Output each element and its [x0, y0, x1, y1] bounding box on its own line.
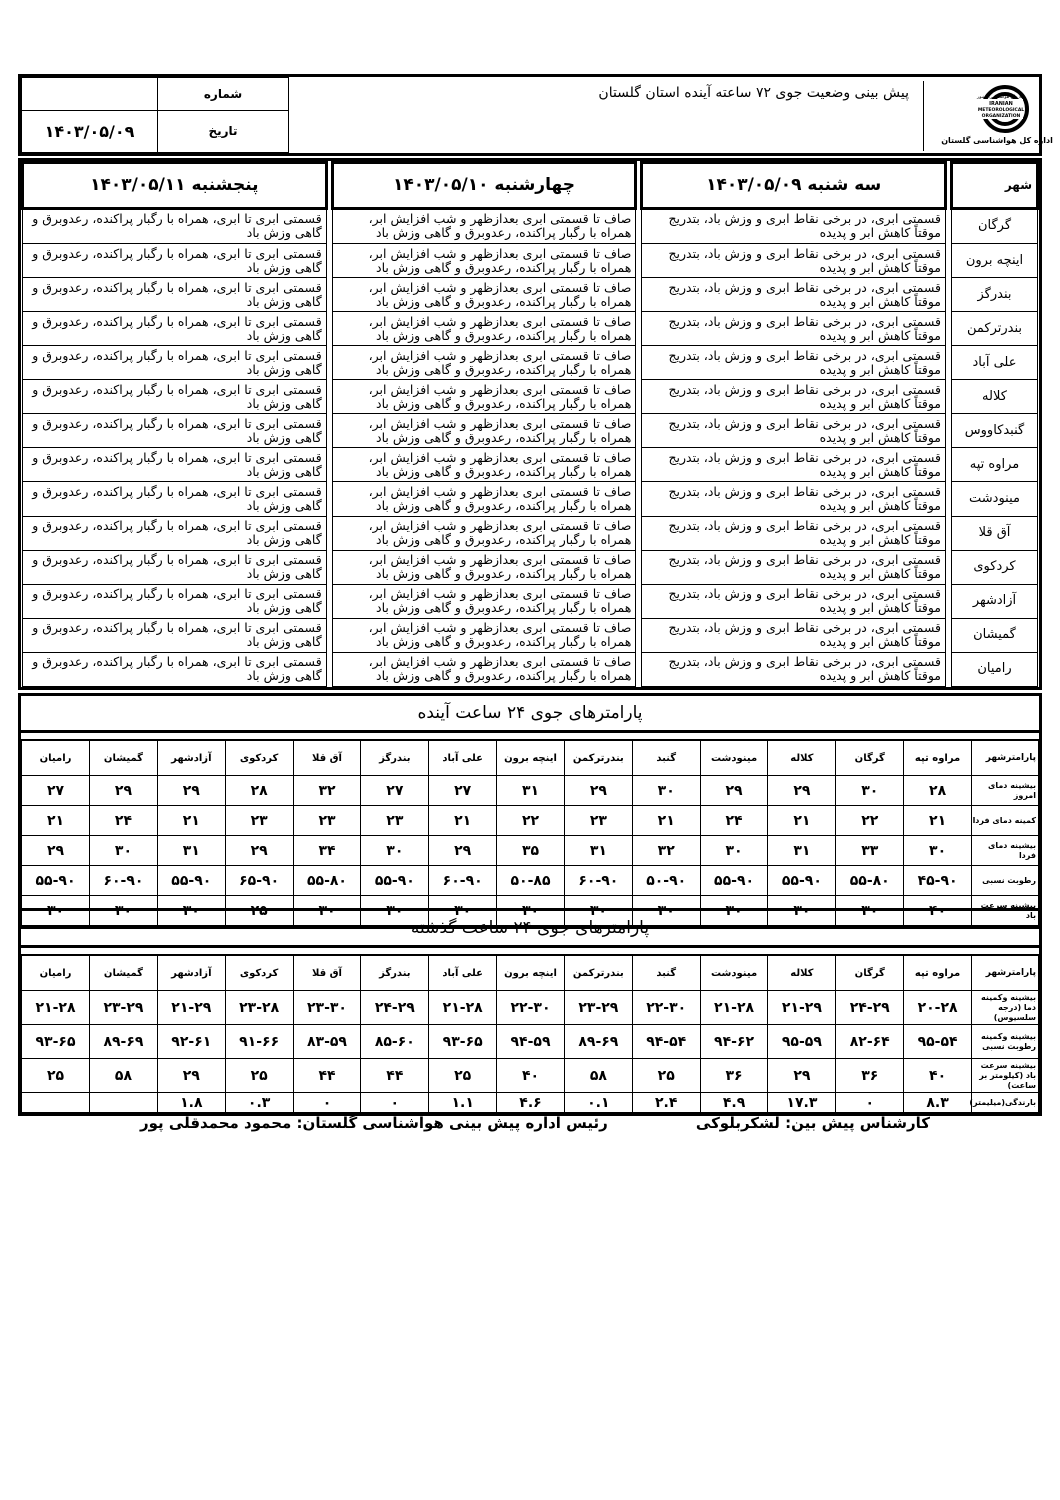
forecast-day2: صاف تا قسمتی ابری بعدازظهر و شب افزایش ابر، همراه با رگبار پراکنده، رعدوبرق و گاهی وزش باد: [332, 516, 636, 550]
param-label: بیشینه وکمینه دما (درجه سلسیوس): [972, 991, 1039, 1025]
param-row: [22, 806, 1039, 836]
param-value: ۳۶: [700, 1059, 768, 1093]
param-value: ۴۴: [361, 1059, 429, 1093]
param-corner-header: پارامترشهر: [972, 956, 1039, 991]
forecast-day3: قسمتی ابری تا ابری، همراه با رگبار پراکنده، رعدوبرق و گاهی وزش باد: [23, 312, 327, 346]
param-value: ۹۳-۶۵: [22, 1025, 90, 1059]
param-value: ۴۰: [904, 896, 972, 926]
document-header: [18, 74, 1053, 156]
city-name: کردکوی: [952, 550, 1038, 584]
param-value: ۲۱-۲۹: [157, 991, 225, 1025]
param-value: ۲۱: [157, 806, 225, 836]
param-value: ۴۵-۹۰: [904, 866, 972, 896]
city-name: آزادشهر: [952, 584, 1038, 618]
param-value: ۴.۹: [700, 1093, 768, 1113]
forecast-day1: قسمتی ابری، در برخی نقاط ابری و وزش باد، بتدریج موقتاً کاهش ابر و پدیده: [642, 244, 946, 278]
logo: [923, 81, 1053, 151]
param-value: ۵۵-۹۰: [768, 866, 836, 896]
param-value: [90, 1093, 158, 1113]
city-column-header: مینودشت: [700, 741, 768, 776]
forecast-row: [23, 278, 1038, 312]
city-column-header: رامیان: [22, 956, 90, 991]
day-header-1: سه شنبه ۱۴۰۳/۰۵/۰۹: [642, 163, 946, 209]
city-name: آق قلا: [952, 516, 1038, 550]
forecast-row: [23, 414, 1038, 448]
param-value: ۲۲-۳۰: [632, 991, 700, 1025]
param-value: ۴۴: [293, 1059, 361, 1093]
city-column-header: مینودشت: [700, 956, 768, 991]
param-value: ۹۵-۵۴: [904, 1025, 972, 1059]
forecast-day1: قسمتی ابری، در برخی نقاط ابری و وزش باد، بتدریج موقتاً کاهش ابر و پدیده: [642, 380, 946, 414]
forecast-day3: قسمتی ابری تا ابری، همراه با رگبار پراکنده، رعدوبرق و گاهی وزش باد: [23, 652, 327, 686]
city-column-header: کردکوی: [225, 741, 293, 776]
forecast-day2: صاف تا قسمتی ابری بعدازظهر و شب افزایش ابر، همراه با رگبار پراکنده، رعدوبرق و گاهی وزش باد: [332, 550, 636, 584]
param-value: ۲۷: [429, 776, 497, 806]
param-value: ۰: [361, 1093, 429, 1113]
param-label: رطوبت نسبی: [972, 866, 1039, 896]
param-value: ۳۰: [904, 836, 972, 866]
param-value: ۳۰: [632, 776, 700, 806]
param-value: ۲۵: [429, 1059, 497, 1093]
city-name: بندرترکمن: [952, 312, 1038, 346]
param-row: [22, 776, 1039, 806]
forecast-day1: قسمتی ابری، در برخی نقاط ابری و وزش باد، بتدریج موقتاً کاهش ابر و پدیده: [642, 448, 946, 482]
city-column-header: آزادشهر: [157, 741, 225, 776]
param-value: ۳۰: [700, 836, 768, 866]
param-value: ۲۹: [157, 776, 225, 806]
next-24h-caption: پارامترهای جوی ۲۴ ساعت آینده: [21, 696, 1039, 733]
forecast-day2: صاف تا قسمتی ابری بعدازظهر و شب افزایش ابر، همراه با رگبار پراکنده، رعدوبرق و گاهی وزش باد: [332, 414, 636, 448]
city-column-header: کردکوی: [225, 956, 293, 991]
forecast-day1: قسمتی ابری، در برخی نقاط ابری و وزش باد، بتدریج موقتاً کاهش ابر و پدیده: [642, 584, 946, 618]
city-name: گمیشان: [952, 618, 1038, 652]
param-value: ۳۰: [361, 896, 429, 926]
param-value: ۲۹: [90, 776, 158, 806]
param-value: ۸۵-۶۰: [361, 1025, 429, 1059]
param-row: [22, 866, 1039, 896]
city-name: رامیان: [952, 652, 1038, 686]
logo-text-en1: IRANIAN: [989, 101, 1013, 107]
forecast-row: [23, 550, 1038, 584]
param-value: ۲۵: [632, 1059, 700, 1093]
param-value: ۲۹: [564, 776, 632, 806]
city-column-header: گنبد: [632, 956, 700, 991]
city-name: گنبدکاووس: [952, 414, 1038, 448]
forecast-row: [23, 312, 1038, 346]
city-column-header: آزادشهر: [157, 956, 225, 991]
param-value: ۳۲: [293, 776, 361, 806]
forecast-day2: صاف تا قسمتی ابری بعدازظهر و شب افزایش ابر، همراه با رگبار پراکنده، رعدوبرق و گاهی وزش باد: [332, 448, 636, 482]
param-value: ۱.۸: [157, 1093, 225, 1113]
forecast-row: [23, 448, 1038, 482]
city-name: مراوه تپه: [952, 448, 1038, 482]
past-24h-parameters: [18, 908, 1042, 1116]
param-value: ۸۹-۶۹: [90, 1025, 158, 1059]
param-value: ۱۷.۳: [768, 1093, 836, 1113]
number-label: شماره: [158, 78, 289, 111]
param-value: ۲۵: [225, 896, 293, 926]
param-value: ۲۲-۳۰: [497, 991, 565, 1025]
param-value: ۳۳: [836, 836, 904, 866]
param-value: ۰.۳: [225, 1093, 293, 1113]
param-value: ۹۴-۶۲: [700, 1025, 768, 1059]
city-name: اینچه برون: [952, 244, 1038, 278]
param-value: ۹۲-۶۱: [157, 1025, 225, 1059]
param-value: ۲۱-۲۸: [22, 991, 90, 1025]
date-label: تاریخ: [158, 110, 289, 152]
city-column-header: بندرگز: [361, 741, 429, 776]
forecast-day2: صاف تا قسمتی ابری بعدازظهر و شب افزایش ابر، همراه با رگبار پراکنده، رعدوبرق و گاهی وزش باد: [332, 346, 636, 380]
city-column-header: بندرترکمن: [564, 741, 632, 776]
city-name: علی آباد: [952, 346, 1038, 380]
forecast-row: [23, 380, 1038, 414]
param-value: ۲۳: [293, 806, 361, 836]
forecast-day2: صاف تا قسمتی ابری بعدازظهر و شب افزایش ابر، همراه با رگبار پراکنده، رعدوبرق و گاهی وزش باد: [332, 278, 636, 312]
param-value: ۳۶: [836, 1059, 904, 1093]
logo-caption: اداره کل هواشناسی گلستان: [941, 136, 1053, 145]
city-header: شهر: [952, 163, 1038, 209]
forecast-day3: قسمتی ابری تا ابری، همراه با رگبار پراکنده، رعدوبرق و گاهی وزش باد: [23, 482, 327, 516]
param-value: ۵۵-۹۰: [22, 866, 90, 896]
param-value: ۲۳-۲۸: [225, 991, 293, 1025]
forecast-day3: قسمتی ابری تا ابری، همراه با رگبار پراکنده، رعدوبرق و گاهی وزش باد: [23, 244, 327, 278]
date-value: ۱۴۰۳/۰۵/۰۹: [22, 110, 158, 152]
city-column-header: گمیشان: [90, 741, 158, 776]
param-value: ۲۳: [225, 806, 293, 836]
forecast-day2: صاف تا قسمتی ابری بعدازظهر و شب افزایش ابر، همراه با رگبار پراکنده، رعدوبرق و گاهی وزش باد: [332, 244, 636, 278]
param-value: ۵۸: [90, 1059, 158, 1093]
param-value: ۳۱: [564, 836, 632, 866]
forecast-day1: قسمتی ابری، در برخی نقاط ابری و وزش باد، بتدریج موقتاً کاهش ابر و پدیده: [642, 312, 946, 346]
param-label: بیشینه دمای فردا: [972, 836, 1039, 866]
meteorological-organization-logo: [927, 81, 1053, 151]
param-value: ۲۴-۲۹: [361, 991, 429, 1025]
param-value: ۲۳: [361, 806, 429, 836]
param-value: ۵۵-۸۰: [836, 866, 904, 896]
page-title: پیش بینی وضعیت جوی ۷۲ ساعته آینده استان گلستان: [598, 85, 909, 101]
forecast-row: [23, 482, 1038, 516]
forecast-day1: قسمتی ابری، در برخی نقاط ابری و وزش باد، بتدریج موقتاً کاهش ابر و پدیده: [642, 414, 946, 448]
city-column-header: علی آباد: [429, 956, 497, 991]
param-value: ۶۵-۹۰: [225, 866, 293, 896]
city-column-header: بندرگز: [361, 956, 429, 991]
city-name: گرگان: [952, 208, 1038, 243]
city-column-header: گنبد: [632, 741, 700, 776]
city-column-header: گرگان: [836, 741, 904, 776]
param-value: ۳۰: [361, 836, 429, 866]
city-name: بندرگز: [952, 278, 1038, 312]
forecast-day3: قسمتی ابری تا ابری، همراه با رگبار پراکنده، رعدوبرق و گاهی وزش باد: [23, 618, 327, 652]
city-column-header: گمیشان: [90, 956, 158, 991]
city-column-header: گرگان: [836, 956, 904, 991]
param-value: ۳۰: [90, 836, 158, 866]
param-value: [22, 1093, 90, 1113]
forecast-day3: قسمتی ابری تا ابری، همراه با رگبار پراکنده، رعدوبرق و گاهی وزش باد: [23, 550, 327, 584]
param-value: ۵۰-۸۵: [497, 866, 565, 896]
param-value: ۵۵-۹۰: [361, 866, 429, 896]
param-value: ۸.۳: [904, 1093, 972, 1113]
param-value: ۹۱-۶۶: [225, 1025, 293, 1059]
param-value: ۲۳-۲۹: [90, 991, 158, 1025]
param-value: ۸۹-۶۹: [564, 1025, 632, 1059]
param-value: ۲۴: [700, 806, 768, 836]
param-value: ۲۹: [768, 1059, 836, 1093]
param-corner-header: پارامترشهر: [972, 741, 1039, 776]
param-value: ۳۰: [497, 896, 565, 926]
forecast-day2: صاف تا قسمتی ابری بعدازظهر و شب افزایش ابر، همراه با رگبار پراکنده، رعدوبرق و گاهی وزش باد: [332, 652, 636, 686]
param-value: ۳۰: [90, 896, 158, 926]
param-value: ۵۵-۹۰: [700, 866, 768, 896]
logo-text-en2: METEOROLOGICAL: [977, 108, 1025, 113]
past-24h-caption: پارامترهای جوی ۲۴ ساعت گذشته: [21, 911, 1039, 948]
forecast-row: [23, 584, 1038, 618]
param-value: ۳۰: [429, 896, 497, 926]
param-value: ۳۵: [497, 836, 565, 866]
param-value: ۰: [293, 1093, 361, 1113]
param-value: ۰.۱: [564, 1093, 632, 1113]
next-24h-parameters: [18, 693, 1042, 929]
param-value: ۵۰-۹۰: [632, 866, 700, 896]
head-signature: رئیس اداره پیش بینی هواشناسی گلستان: محمود محمدقلی پور: [140, 1114, 608, 1132]
city-column-header: اینچه برون: [497, 956, 565, 991]
param-value: ۳۰: [632, 896, 700, 926]
forecast-day2: صاف تا قسمتی ابری بعدازظهر و شب افزایش ابر، همراه با رگبار پراکنده، رعدوبرق و گاهی وزش باد: [332, 618, 636, 652]
param-value: ۲۱: [429, 806, 497, 836]
param-value: ۹۳-۶۵: [429, 1025, 497, 1059]
param-value: ۶۰-۹۰: [564, 866, 632, 896]
forecast-day2: صاف تا قسمتی ابری بعدازظهر و شب افزایش ابر، همراه با رگبار پراکنده، رعدوبرق و گاهی وزش باد: [332, 584, 636, 618]
param-label: بیشینه وکمینه رطوبت نسبی: [972, 1025, 1039, 1059]
forecast-day1: قسمتی ابری، در برخی نقاط ابری و وزش باد، بتدریج موقتاً کاهش ابر و پدیده: [642, 208, 946, 243]
param-value: ۵۸: [564, 1059, 632, 1093]
forecast-day1: قسمتی ابری، در برخی نقاط ابری و وزش باد، بتدریج موقتاً کاهش ابر و پدیده: [642, 346, 946, 380]
param-value: ۲۷: [361, 776, 429, 806]
param-value: ۲۵: [225, 1059, 293, 1093]
param-value: ۹۴-۵۹: [497, 1025, 565, 1059]
forecast-day1: قسمتی ابری، در برخی نقاط ابری و وزش باد، بتدریج موقتاً کاهش ابر و پدیده: [642, 516, 946, 550]
city-column-header: رامیان: [22, 741, 90, 776]
param-value: ۲.۴: [632, 1093, 700, 1113]
forecast-day3: قسمتی ابری تا ابری، همراه با رگبار پراکنده، رعدوبرق و گاهی وزش باد: [23, 278, 327, 312]
forecast-day3: قسمتی ابری تا ابری، همراه با رگبار پراکنده، رعدوبرق و گاهی وزش باد: [23, 380, 327, 414]
param-value: ۲۹: [768, 776, 836, 806]
param-value: ۲۱: [768, 806, 836, 836]
param-value: ۳۰: [836, 776, 904, 806]
param-label: بیشینه سرعت باد: [972, 896, 1039, 926]
param-row: [22, 1093, 1039, 1113]
param-value: ۹۵-۵۹: [768, 1025, 836, 1059]
forecast-row: [23, 244, 1038, 278]
city-column-header: کلاله: [768, 741, 836, 776]
forecast-day3: قسمتی ابری تا ابری، همراه با رگبار پراکنده، رعدوبرق و گاهی وزش باد: [23, 414, 327, 448]
param-value: ۸۳-۵۹: [293, 1025, 361, 1059]
forecaster-signature: کارشناس پیش بین: لشکربلوکی: [695, 1114, 930, 1132]
param-label: کمینه دمای فردا: [972, 806, 1039, 836]
forecast-day1: قسمتی ابری، در برخی نقاط ابری و وزش باد، بتدریج موقتاً کاهش ابر و پدیده: [642, 618, 946, 652]
param-label: بیشینه دمای امروز: [972, 776, 1039, 806]
param-value: ۲۱: [632, 806, 700, 836]
logo-text-en3: ORGANIZATION: [981, 114, 1021, 119]
param-row: [22, 991, 1039, 1025]
forecast-row: [23, 208, 1038, 243]
city-name: کلاله: [952, 380, 1038, 414]
header-meta: [21, 77, 289, 153]
forecast-day1: قسمتی ابری، در برخی نقاط ابری و وزش باد، بتدریج موقتاً کاهش ابر و پدیده: [642, 482, 946, 516]
param-value: ۲۹: [225, 836, 293, 866]
forecast-day1: قسمتی ابری، در برخی نقاط ابری و وزش باد، بتدریج موقتاً کاهش ابر و پدیده: [642, 278, 946, 312]
city-column-header: بندرترکمن: [564, 956, 632, 991]
city-column-header: اینچه برون: [497, 741, 565, 776]
param-value: ۳۱: [157, 836, 225, 866]
param-row: [22, 1059, 1039, 1093]
param-value: ۲۲: [836, 806, 904, 836]
logo-text-fa: سازمان هواشناسی کشور: [977, 95, 1025, 100]
param-value: ۴.۶: [497, 1093, 565, 1113]
number-value: [22, 78, 158, 111]
param-value: ۴۰: [497, 1059, 565, 1093]
param-value: ۳۰: [293, 896, 361, 926]
param-value: ۳۱: [768, 836, 836, 866]
forecast-day2: صاف تا قسمتی ابری بعدازظهر و شب افزایش ابر، همراه با رگبار پراکنده، رعدوبرق و گاهی وزش باد: [332, 312, 636, 346]
forecast-day2: صاف تا قسمتی ابری بعدازظهر و شب افزایش ابر، همراه با رگبار پراکنده، رعدوبرق و گاهی وزش باد: [332, 380, 636, 414]
forecast-day2: صاف تا قسمتی ابری بعدازظهر و شب افزایش ابر، همراه با رگبار پراکنده، رعدوبرق و گاهی وزش باد: [332, 482, 636, 516]
param-value: ۹۴-۵۴: [632, 1025, 700, 1059]
forecast-row: [23, 618, 1038, 652]
param-value: ۲۱: [22, 806, 90, 836]
param-label: بیشینه سرعت باد (کیلومتر بر ساعت): [972, 1059, 1039, 1093]
param-value: ۲۹: [22, 836, 90, 866]
param-value: ۲۱-۲۸: [429, 991, 497, 1025]
param-value: ۲۹: [700, 776, 768, 806]
forecast-day3: قسمتی ابری تا ابری، همراه با رگبار پراکنده، رعدوبرق و گاهی وزش باد: [23, 516, 327, 550]
day-header-3: پنجشنبه ۱۴۰۳/۰۵/۱۱: [23, 163, 327, 209]
param-value: ۴۰: [904, 1059, 972, 1093]
param-value: ۲۴: [90, 806, 158, 836]
param-row: [22, 1025, 1039, 1059]
city-column-header: علی آباد: [429, 741, 497, 776]
param-value: ۲۳-۳۰: [293, 991, 361, 1025]
forecast-day1: قسمتی ابری، در برخی نقاط ابری و وزش باد، بتدریج موقتاً کاهش ابر و پدیده: [642, 652, 946, 686]
forecast-day3: قسمتی ابری تا ابری، همراه با رگبار پراکنده، رعدوبرق و گاهی وزش باد: [23, 584, 327, 618]
param-value: ۳۰: [157, 896, 225, 926]
param-value: ۲۵: [22, 1059, 90, 1093]
forecast-day3: قسمتی ابری تا ابری، همراه با رگبار پراکنده، رعدوبرق و گاهی وزش باد: [23, 346, 327, 380]
param-value: ۲۹: [429, 836, 497, 866]
param-value: ۳۰: [700, 896, 768, 926]
forecast-day3: قسمتی ابری تا ابری، همراه با رگبار پراکنده، رعدوبرق و گاهی وزش باد: [23, 448, 327, 482]
param-value: ۲۰-۲۸: [904, 991, 972, 1025]
param-value: ۲۳: [564, 806, 632, 836]
param-value: ۲۸: [904, 776, 972, 806]
param-value: ۳۰: [564, 896, 632, 926]
param-row: [22, 836, 1039, 866]
city-column-header: آق قلا: [293, 956, 361, 991]
city-name: مینودشت: [952, 482, 1038, 516]
param-value: ۶۰-۹۰: [429, 866, 497, 896]
param-value: ۶۰-۹۰: [90, 866, 158, 896]
param-value: ۲۷: [22, 776, 90, 806]
param-value: ۳۱: [497, 776, 565, 806]
city-column-header: کلاله: [768, 956, 836, 991]
param-value: ۲۱-۲۸: [700, 991, 768, 1025]
param-label: بارندگی(میلیمتر): [972, 1093, 1039, 1113]
forecast-day2: صاف تا قسمتی ابری بعدازظهر و شب افزایش ابر، همراه با رگبار پراکنده، رعدوبرق و گاهی وزش باد: [332, 208, 636, 243]
param-value: ۳۰: [836, 896, 904, 926]
param-value: ۵۵-۸۰: [293, 866, 361, 896]
forecast-row: [23, 346, 1038, 380]
param-value: ۱.۱: [429, 1093, 497, 1113]
param-value: ۳۰: [768, 896, 836, 926]
param-value: ۰: [836, 1093, 904, 1113]
day-header-2: چهارشنبه ۱۴۰۳/۰۵/۱۰: [332, 163, 636, 209]
forecast-day1: قسمتی ابری، در برخی نقاط ابری و وزش باد، بتدریج موقتاً کاهش ابر و پدیده: [642, 550, 946, 584]
forecast-row: [23, 652, 1038, 686]
param-value: ۳۴: [293, 836, 361, 866]
param-value: ۳۲: [632, 836, 700, 866]
param-value: ۲۴-۲۹: [836, 991, 904, 1025]
forecast-72h: [18, 158, 1042, 690]
city-column-header: مراوه تپه: [904, 741, 972, 776]
forecast-row: [23, 516, 1038, 550]
param-value: ۲۳-۲۹: [564, 991, 632, 1025]
param-value: ۳۰: [22, 896, 90, 926]
param-value: ۲۲: [497, 806, 565, 836]
city-column-header: آق قلا: [293, 741, 361, 776]
param-value: ۸۲-۶۴: [836, 1025, 904, 1059]
forecast-day3: قسمتی ابری تا ابری، همراه با رگبار پراکنده، رعدوبرق و گاهی وزش باد: [23, 208, 327, 243]
param-value: ۲۱: [904, 806, 972, 836]
city-column-header: مراوه تپه: [904, 956, 972, 991]
param-value: ۲۹: [157, 1059, 225, 1093]
param-value: ۵۵-۹۰: [157, 866, 225, 896]
param-value: ۲۱-۲۹: [768, 991, 836, 1025]
param-value: ۲۸: [225, 776, 293, 806]
